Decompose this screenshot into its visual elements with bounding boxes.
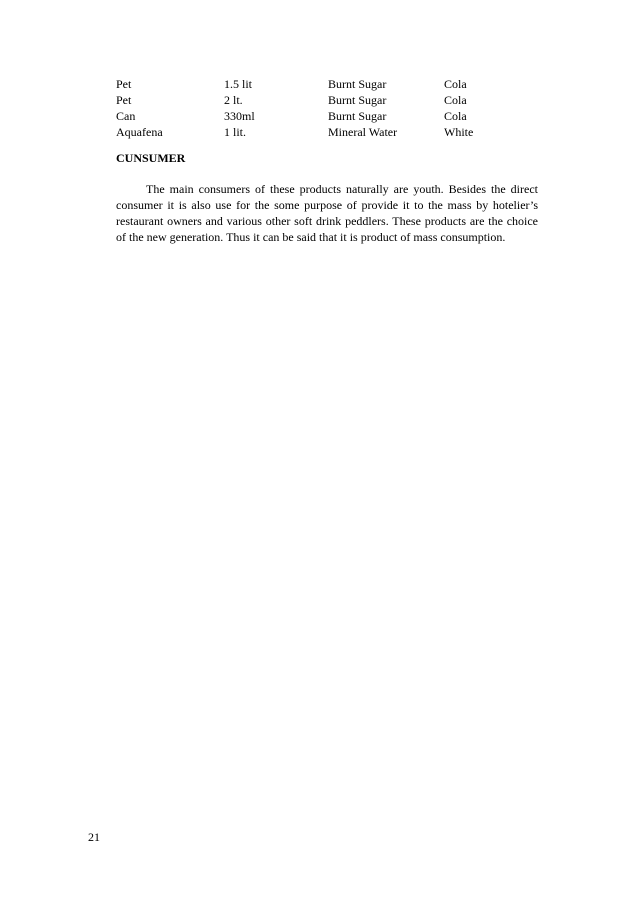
table-cell-color: Cola <box>444 77 467 91</box>
table-cell-size: 1 lit. <box>224 125 247 139</box>
table-row <box>116 108 536 124</box>
table-cell-size: 330ml <box>224 109 255 123</box>
table-cell-packaging: Aquafena <box>116 125 163 139</box>
section-heading: CUNSUMER <box>116 151 186 165</box>
product-table <box>116 76 536 140</box>
table-cell-size: 1.5 lit <box>224 77 253 91</box>
table-row <box>116 76 536 92</box>
table-cell-ingredient: Burnt Sugar <box>328 77 387 91</box>
table-cell-packaging: Pet <box>116 93 132 107</box>
table-cell-color: Cola <box>444 109 467 123</box>
table-cell-color: White <box>444 125 474 139</box>
table-cell-color: Cola <box>444 93 467 107</box>
table-cell-packaging: Pet <box>116 77 132 91</box>
table-row <box>116 124 536 140</box>
table-row <box>116 92 536 108</box>
page-number: 21 <box>88 830 100 844</box>
table-cell-ingredient: Mineral Water <box>328 125 398 139</box>
table-cell-ingredient: Burnt Sugar <box>328 93 387 107</box>
table-cell-packaging: Can <box>116 109 136 123</box>
table-cell-ingredient: Burnt Sugar <box>328 109 387 123</box>
section-paragraph: The main consumers of these products naturally are youth. Besides the direct consumer it is also use for the some purpose of provide it to the mass by hotelier’s restaurant owners and various other soft drink peddlers. These products are the choice of the new generation. Thus it can be said that it is product of mass consumption. <box>116 182 538 244</box>
table-cell-size: 2 lt. <box>224 93 243 107</box>
